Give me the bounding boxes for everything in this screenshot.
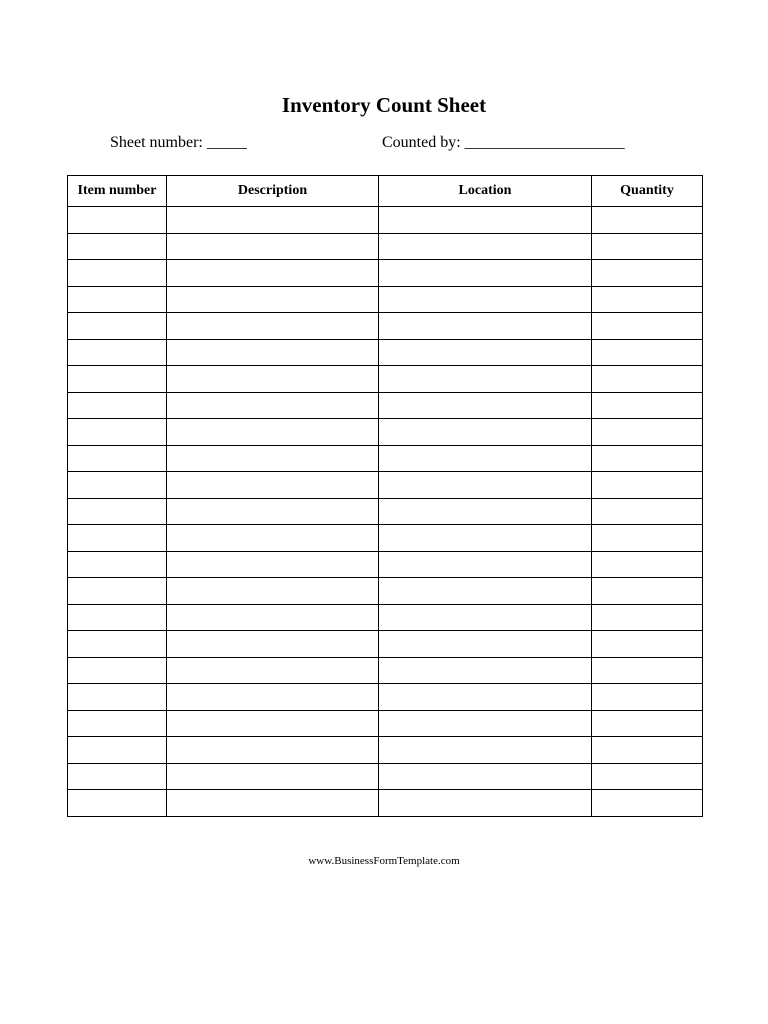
table-row bbox=[68, 339, 703, 366]
location-cell[interactable] bbox=[379, 604, 592, 631]
location-cell[interactable] bbox=[379, 260, 592, 287]
quantity-cell[interactable] bbox=[592, 286, 703, 313]
sheet-number-field[interactable]: Sheet number: _____ bbox=[110, 134, 247, 151]
table-row bbox=[68, 657, 703, 684]
location-cell[interactable] bbox=[379, 472, 592, 499]
item-number-cell[interactable] bbox=[68, 604, 167, 631]
table-row bbox=[68, 684, 703, 711]
item-number-cell[interactable] bbox=[68, 313, 167, 340]
table-row bbox=[68, 498, 703, 525]
table-row bbox=[68, 737, 703, 764]
description-cell[interactable] bbox=[167, 445, 379, 472]
table-row bbox=[68, 260, 703, 287]
table-row bbox=[68, 472, 703, 499]
column-header-description: Description bbox=[167, 176, 379, 207]
page-title: Inventory Count Sheet bbox=[281, 93, 487, 117]
quantity-cell[interactable] bbox=[592, 392, 703, 419]
location-cell[interactable] bbox=[379, 286, 592, 313]
location-cell[interactable] bbox=[379, 578, 592, 605]
item-number-cell[interactable] bbox=[68, 445, 167, 472]
quantity-cell[interactable] bbox=[592, 472, 703, 499]
table-row bbox=[68, 710, 703, 737]
description-cell[interactable] bbox=[167, 737, 379, 764]
table-row bbox=[68, 578, 703, 605]
counted-by-field[interactable]: Counted by: ____________________ bbox=[382, 134, 625, 151]
table-row bbox=[68, 763, 703, 790]
column-header-location: Location bbox=[379, 176, 592, 207]
item-number-cell[interactable] bbox=[68, 737, 167, 764]
quantity-cell[interactable] bbox=[592, 631, 703, 658]
location-cell[interactable] bbox=[379, 525, 592, 552]
location-cell[interactable] bbox=[379, 737, 592, 764]
table-row bbox=[68, 207, 703, 234]
item-number-cell[interactable] bbox=[68, 233, 167, 260]
item-number-cell[interactable] bbox=[68, 392, 167, 419]
table-row bbox=[68, 631, 703, 658]
quantity-cell[interactable] bbox=[592, 445, 703, 472]
location-cell[interactable] bbox=[379, 710, 592, 737]
description-cell[interactable] bbox=[167, 578, 379, 605]
item-number-cell[interactable] bbox=[68, 525, 167, 552]
item-number-cell[interactable] bbox=[68, 631, 167, 658]
location-cell[interactable] bbox=[379, 313, 592, 340]
description-cell[interactable] bbox=[167, 631, 379, 658]
item-number-cell[interactable] bbox=[68, 763, 167, 790]
location-cell[interactable] bbox=[379, 684, 592, 711]
description-cell[interactable] bbox=[167, 286, 379, 313]
description-cell[interactable] bbox=[167, 392, 379, 419]
location-cell[interactable] bbox=[379, 498, 592, 525]
quantity-cell[interactable] bbox=[592, 498, 703, 525]
location-cell[interactable] bbox=[379, 445, 592, 472]
item-number-cell[interactable] bbox=[68, 551, 167, 578]
table-row bbox=[68, 445, 703, 472]
table-row bbox=[68, 551, 703, 578]
description-cell[interactable] bbox=[167, 313, 379, 340]
column-header-item-number: Item number bbox=[68, 176, 167, 207]
description-cell[interactable] bbox=[167, 419, 379, 446]
quantity-cell[interactable] bbox=[592, 657, 703, 684]
table-row bbox=[68, 286, 703, 313]
quantity-cell[interactable] bbox=[592, 551, 703, 578]
location-cell[interactable] bbox=[379, 339, 592, 366]
item-number-cell[interactable] bbox=[68, 366, 167, 393]
description-cell[interactable] bbox=[167, 710, 379, 737]
description-cell[interactable] bbox=[167, 684, 379, 711]
quantity-cell[interactable] bbox=[592, 684, 703, 711]
description-cell[interactable] bbox=[167, 498, 379, 525]
quantity-cell[interactable] bbox=[592, 207, 703, 234]
quantity-cell[interactable] bbox=[592, 525, 703, 552]
location-cell[interactable] bbox=[379, 419, 592, 446]
quantity-cell[interactable] bbox=[592, 419, 703, 446]
description-cell[interactable] bbox=[167, 657, 379, 684]
item-number-cell[interactable] bbox=[68, 472, 167, 499]
location-cell[interactable] bbox=[379, 366, 592, 393]
table-row bbox=[68, 233, 703, 260]
description-cell[interactable] bbox=[167, 551, 379, 578]
quantity-cell[interactable] bbox=[592, 790, 703, 817]
table-row bbox=[68, 790, 703, 817]
location-cell[interactable] bbox=[379, 392, 592, 419]
quantity-cell[interactable] bbox=[592, 260, 703, 287]
quantity-cell[interactable] bbox=[592, 339, 703, 366]
table-row bbox=[68, 392, 703, 419]
item-number-cell[interactable] bbox=[68, 578, 167, 605]
table-row bbox=[68, 366, 703, 393]
table-body bbox=[68, 207, 703, 817]
quantity-cell[interactable] bbox=[592, 604, 703, 631]
footer-website: www.BusinessFormTemplate.com bbox=[308, 855, 460, 867]
quantity-cell[interactable] bbox=[592, 763, 703, 790]
item-number-cell[interactable] bbox=[68, 207, 167, 234]
table-header-row bbox=[68, 176, 703, 207]
quantity-cell[interactable] bbox=[592, 578, 703, 605]
location-cell[interactable] bbox=[379, 233, 592, 260]
location-cell[interactable] bbox=[379, 631, 592, 658]
item-number-cell[interactable] bbox=[68, 419, 167, 446]
item-number-cell[interactable] bbox=[68, 790, 167, 817]
item-number-cell[interactable] bbox=[68, 260, 167, 287]
description-cell[interactable] bbox=[167, 790, 379, 817]
quantity-cell[interactable] bbox=[592, 233, 703, 260]
location-cell[interactable] bbox=[379, 790, 592, 817]
quantity-cell[interactable] bbox=[592, 313, 703, 340]
description-cell[interactable] bbox=[167, 366, 379, 393]
description-cell[interactable] bbox=[167, 207, 379, 234]
item-number-cell[interactable] bbox=[68, 684, 167, 711]
quantity-cell[interactable] bbox=[592, 366, 703, 393]
item-number-cell[interactable] bbox=[68, 286, 167, 313]
description-cell[interactable] bbox=[167, 339, 379, 366]
description-cell[interactable] bbox=[167, 260, 379, 287]
quantity-cell[interactable] bbox=[592, 710, 703, 737]
item-number-cell[interactable] bbox=[68, 498, 167, 525]
location-cell[interactable] bbox=[379, 551, 592, 578]
item-number-cell[interactable] bbox=[68, 657, 167, 684]
table-row bbox=[68, 525, 703, 552]
item-number-cell[interactable] bbox=[68, 339, 167, 366]
description-cell[interactable] bbox=[167, 472, 379, 499]
item-number-cell[interactable] bbox=[68, 710, 167, 737]
location-cell[interactable] bbox=[379, 657, 592, 684]
description-cell[interactable] bbox=[167, 763, 379, 790]
description-cell[interactable] bbox=[167, 604, 379, 631]
location-cell[interactable] bbox=[379, 207, 592, 234]
description-cell[interactable] bbox=[167, 525, 379, 552]
table-row bbox=[68, 604, 703, 631]
description-cell[interactable] bbox=[167, 233, 379, 260]
column-header-quantity: Quantity bbox=[592, 176, 703, 207]
table-row bbox=[68, 419, 703, 446]
quantity-cell[interactable] bbox=[592, 737, 703, 764]
inventory-table bbox=[67, 175, 703, 817]
location-cell[interactable] bbox=[379, 763, 592, 790]
table-row bbox=[68, 313, 703, 340]
